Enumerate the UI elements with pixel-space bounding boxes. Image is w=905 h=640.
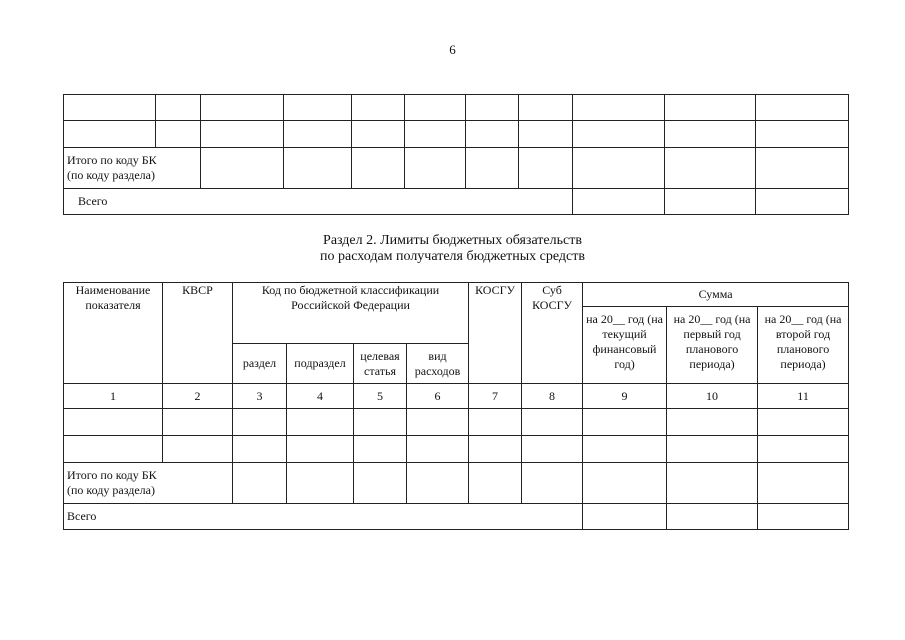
table-cell[interactable] xyxy=(469,436,522,463)
column-number: 10 xyxy=(667,384,758,409)
table-cell[interactable] xyxy=(287,463,354,504)
table-cell[interactable] xyxy=(583,409,667,436)
table-cell[interactable] xyxy=(573,189,665,215)
table-cell[interactable] xyxy=(665,189,756,215)
table-cell[interactable] xyxy=(665,95,756,121)
table-cell[interactable] xyxy=(163,409,233,436)
table-cell[interactable] xyxy=(466,121,519,148)
header-budget-code: Код по бюджетной классификации Российской Федерации xyxy=(233,283,469,344)
table-cell[interactable] xyxy=(519,95,573,121)
table-cell[interactable] xyxy=(573,121,665,148)
header-subsection: подраздел xyxy=(287,344,354,384)
table-row xyxy=(64,436,849,463)
column-number: 7 xyxy=(469,384,522,409)
table-cell[interactable] xyxy=(667,504,758,530)
table-row xyxy=(64,95,849,121)
table-cell[interactable] xyxy=(284,121,352,148)
table-cell[interactable] xyxy=(469,409,522,436)
table-cell[interactable] xyxy=(201,95,284,121)
table-cell[interactable] xyxy=(573,148,665,189)
column-number: 3 xyxy=(233,384,287,409)
table-cell[interactable] xyxy=(756,148,849,189)
table-cell[interactable] xyxy=(287,436,354,463)
table-section-2 xyxy=(63,282,849,530)
table-cell[interactable] xyxy=(233,463,287,504)
total-label: Всего xyxy=(64,504,583,530)
table-cell[interactable] xyxy=(64,436,163,463)
total-row xyxy=(64,504,849,530)
table-section-1-continued xyxy=(63,94,849,215)
table-cell[interactable] xyxy=(233,436,287,463)
subtotal-label: Итого по коду БК (по коду раздела) xyxy=(64,148,201,189)
table-cell[interactable] xyxy=(405,148,466,189)
table-cell[interactable] xyxy=(233,409,287,436)
header-sum-first-plan-year: на 20__ год (на первый год планового периода) xyxy=(667,307,758,384)
column-number: 9 xyxy=(583,384,667,409)
table-cell[interactable] xyxy=(466,95,519,121)
column-number-row xyxy=(64,384,849,409)
subtotal-label: Итого по коду БК (по коду раздела) xyxy=(64,463,233,504)
header-sum-current-year: на 20__ год (на текущий финансовый год) xyxy=(583,307,667,384)
header-sum: Сумма xyxy=(583,283,849,307)
table-cell[interactable] xyxy=(667,409,758,436)
table-cell[interactable] xyxy=(354,436,407,463)
section-2-title-line-2: по расходам получателя бюджетных средств xyxy=(320,249,585,264)
table-cell[interactable] xyxy=(354,409,407,436)
table-cell[interactable] xyxy=(522,409,583,436)
column-number: 11 xyxy=(758,384,849,409)
table-cell[interactable] xyxy=(156,95,201,121)
table-cell[interactable] xyxy=(469,463,522,504)
table-cell[interactable] xyxy=(407,436,469,463)
header-target-article: целевая статья xyxy=(354,344,407,384)
table-cell[interactable] xyxy=(756,189,849,215)
table-cell[interactable] xyxy=(284,95,352,121)
table-cell[interactable] xyxy=(583,436,667,463)
table-cell[interactable] xyxy=(519,121,573,148)
table-cell[interactable] xyxy=(64,409,163,436)
table-cell[interactable] xyxy=(667,436,758,463)
table-cell[interactable] xyxy=(758,463,849,504)
table-cell[interactable] xyxy=(156,121,201,148)
table-cell[interactable] xyxy=(466,148,519,189)
header-row xyxy=(64,283,849,307)
table-cell[interactable] xyxy=(758,436,849,463)
table-cell[interactable] xyxy=(163,436,233,463)
column-number: 4 xyxy=(287,384,354,409)
total-row xyxy=(64,189,849,215)
table-cell[interactable] xyxy=(352,95,405,121)
table-cell[interactable] xyxy=(407,463,469,504)
table-cell[interactable] xyxy=(573,95,665,121)
table-cell[interactable] xyxy=(64,121,156,148)
column-number: 6 xyxy=(407,384,469,409)
header-section: раздел xyxy=(233,344,287,384)
column-number: 5 xyxy=(354,384,407,409)
column-number: 2 xyxy=(163,384,233,409)
total-label: Всего xyxy=(64,189,573,215)
table-cell[interactable] xyxy=(756,95,849,121)
section-2-title-line-1: Раздел 2. Лимиты бюджетных обязательств xyxy=(323,233,582,248)
header-name: Наименование показателя xyxy=(64,283,163,384)
table-cell[interactable] xyxy=(756,121,849,148)
table-row xyxy=(64,121,849,148)
table-cell[interactable] xyxy=(201,121,284,148)
table-cell[interactable] xyxy=(519,148,573,189)
table-cell[interactable] xyxy=(583,463,667,504)
table-cell[interactable] xyxy=(407,409,469,436)
table-cell[interactable] xyxy=(665,148,756,189)
subtotal-row xyxy=(64,148,849,189)
header-kvsr: КВСР xyxy=(163,283,233,384)
table-cell[interactable] xyxy=(522,436,583,463)
table-cell[interactable] xyxy=(352,121,405,148)
table-cell[interactable] xyxy=(665,121,756,148)
table-cell[interactable] xyxy=(405,95,466,121)
table-cell[interactable] xyxy=(284,148,352,189)
table-row xyxy=(64,409,849,436)
table-cell[interactable] xyxy=(667,463,758,504)
header-kosgu: КОСГУ xyxy=(469,283,522,384)
table-cell[interactable] xyxy=(758,409,849,436)
table-cell[interactable] xyxy=(352,148,405,189)
header-expense-type: вид расходов xyxy=(407,344,469,384)
header-sum-second-plan-year: на 20__ год (на второй год планового периода) xyxy=(758,307,849,384)
subtotal-row xyxy=(64,463,849,504)
table-cell[interactable] xyxy=(201,148,284,189)
header-sub-kosgu: Суб КОСГУ xyxy=(522,283,583,384)
table-cell[interactable] xyxy=(583,504,667,530)
table-cell[interactable] xyxy=(64,95,156,121)
table-cell[interactable] xyxy=(405,121,466,148)
table-cell[interactable] xyxy=(287,409,354,436)
table-cell[interactable] xyxy=(354,463,407,504)
table-cell[interactable] xyxy=(758,504,849,530)
table-cell[interactable] xyxy=(522,463,583,504)
column-number: 1 xyxy=(64,384,163,409)
column-number: 8 xyxy=(522,384,583,409)
page-number: 6 xyxy=(449,42,456,57)
